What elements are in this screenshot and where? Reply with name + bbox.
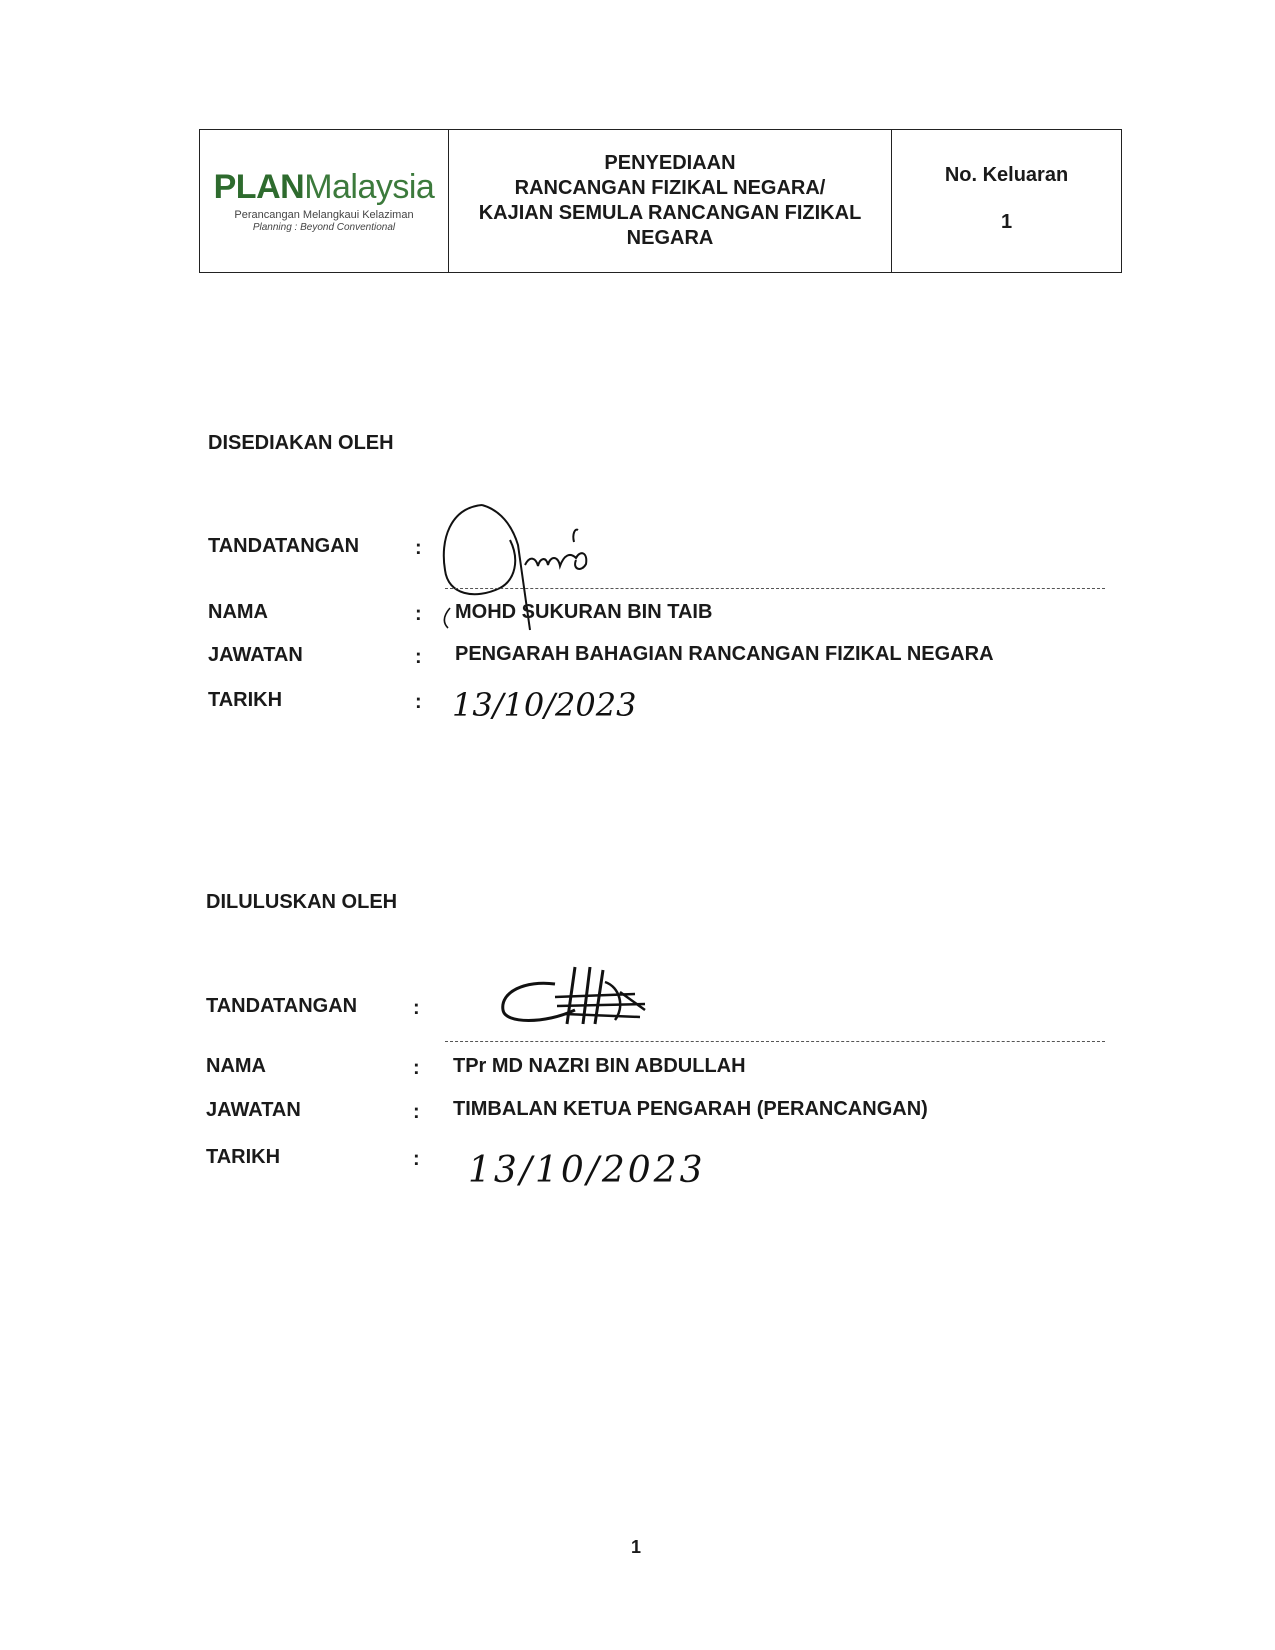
prepared-position-label: JAWATAN [208,644,303,666]
approved-date-label: TARIKH [206,1146,281,1168]
document-title-line: PENYEDIAAN [604,152,736,174]
colon: : [415,646,422,668]
prepared-position-value: PENGARAH BAHAGIAN RANCANGAN FIZIKAL NEGARA [455,643,994,665]
colon: : [413,1148,420,1170]
colon: : [415,691,422,713]
prepared-handwritten-date: 13/10/2023 [452,686,637,724]
prepared-signature-label: TANDATANGAN [208,535,360,557]
signature-line [445,1041,1105,1042]
approved-handwritten-date: 13/10/2023 [468,1150,706,1191]
prepared-name-value: MOHD SUKURAN BIN TAIB [455,601,713,623]
approved-position-label: JAWATAN [206,1099,301,1121]
document-title-line: RANCANGAN FIZIKAL NEGARA/ [514,177,826,199]
approved-name-value: TPr MD NAZRI BIN ABDULLAH [453,1055,746,1077]
prepared-date-label: TARIKH [208,689,283,711]
prepared-name-label: NAMA [208,601,268,623]
approved-position-value: TIMBALAN KETUA PENGARAH (PERANCANGAN) [453,1098,928,1120]
colon: : [413,1101,420,1123]
planmalaysia-logo: PLANMalaysia [213,168,435,206]
signature-line [445,588,1105,589]
logo-cell [200,130,449,272]
issue-label: No. Keluaran [944,164,1069,186]
page-number: 1 [631,1537,642,1557]
logo-tagline-english: Planning : Beyond Conventional [252,222,396,233]
document-title-line: NEGARA [626,227,714,249]
colon: : [413,1057,420,1079]
issue-cell [892,130,1121,272]
approved-signature-image [495,962,655,1032]
approved-signature-label: TANDATANGAN [206,995,358,1017]
colon: : [415,603,422,625]
document-header-table [199,129,1122,273]
document-title-line: KAJIAN SEMULA RANCANGAN FIZIKAL [478,202,862,224]
issue-number: 1 [1000,211,1013,233]
colon: : [415,537,422,559]
colon: : [413,997,420,1019]
approved-by-heading: DILULUSKAN OLEH [206,891,398,913]
title-cell [449,130,892,272]
prepared-by-heading: DISEDIAKAN OLEH [208,432,394,454]
logo-tagline: Perancangan Melangkaui Kelaziman [234,209,414,221]
approved-name-label: NAMA [206,1055,266,1077]
